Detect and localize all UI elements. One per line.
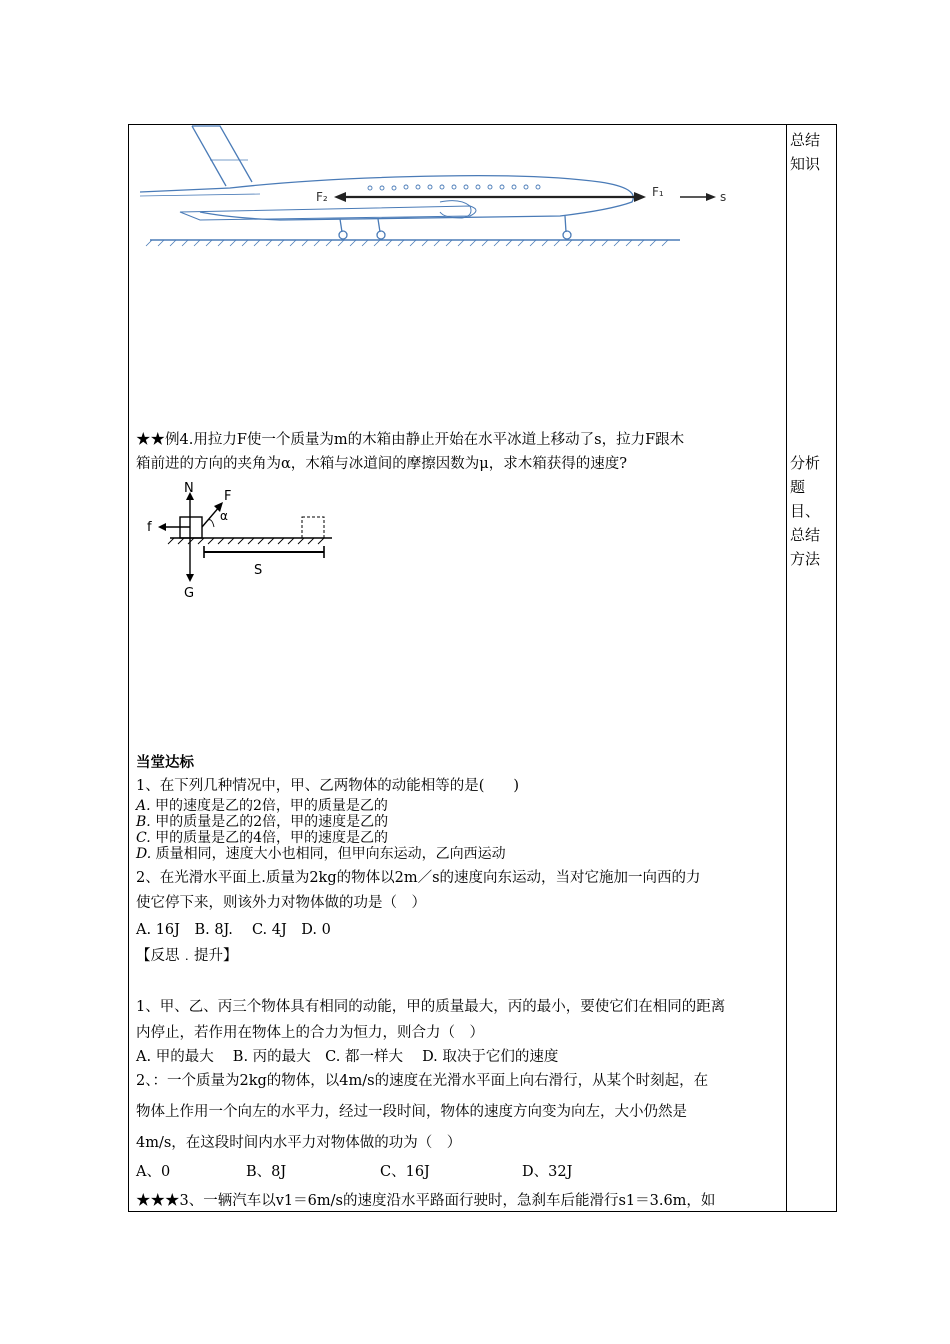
example4-line1: ★★例4.用拉力F使一个质量为m的木箱由静止开始在水平冰道上移动了s，拉力F跟木 bbox=[136, 432, 685, 448]
column-divider bbox=[786, 124, 787, 1212]
force-label-f2: F₂ bbox=[316, 190, 328, 204]
label-s: S bbox=[254, 563, 263, 578]
option-text: 甲的速度是乙的2倍，甲的质量是乙的 bbox=[150, 798, 388, 814]
side-note-summary bbox=[790, 128, 834, 176]
r1-line1: 1、甲、乙、丙三个物体具有相同的动能，甲的质量最大，丙的最小，要使它们在相同的距离 bbox=[136, 999, 726, 1015]
option-letter: A. bbox=[136, 798, 151, 814]
side-note-line: 目、 bbox=[790, 502, 821, 520]
displacement-label-s: s bbox=[720, 190, 727, 204]
q2-line2: 使它停下来，则该外力对物体做的功是（ ） bbox=[136, 895, 426, 911]
q1-stem: 1、在下列几种情况中，甲、乙两物体的动能相等的是( ) bbox=[136, 778, 520, 794]
r2-option-b: B、8J bbox=[246, 1164, 287, 1180]
r2-line2: 物体上作用一个向左的水平力，经过一段时间，物体的速度方向变为向左，大小仍然是 bbox=[136, 1104, 687, 1120]
r2-line3: 4m/s，在这段时间内水平力对物体做的功为（ ） bbox=[136, 1135, 462, 1151]
side-note-line: 知识 bbox=[790, 155, 821, 173]
option-letter: D. bbox=[136, 846, 152, 862]
r2-option-d: D、32J bbox=[522, 1164, 573, 1180]
side-note-line: 总结 bbox=[790, 526, 821, 544]
r3-line1: ★★★3、一辆汽车以v1＝6m/s的速度沿水平路面行驶时，急刹车后能滑行s1＝3.6m，如 bbox=[136, 1193, 716, 1209]
side-note-method bbox=[790, 451, 834, 571]
q2-options: A. 16J B. 8J. C. 4J D. 0 bbox=[136, 922, 331, 938]
q2-line1: 2、在光滑水平面上.质量为2kg的物体以2m／s的速度向东运动，当对它施加一向西的力 bbox=[136, 870, 701, 886]
side-note-line: 总结 bbox=[790, 131, 821, 149]
r2-option-a: A、0 bbox=[136, 1164, 171, 1180]
reflection-title: 【反思﹒提升】 bbox=[136, 948, 238, 964]
label-alpha: α bbox=[220, 509, 228, 523]
force-label-f1: F₁ bbox=[652, 185, 664, 199]
r1-options: A. 甲的最大 B. 丙的最大 C. 都一样大 D. 取决于它们的速度 bbox=[136, 1049, 559, 1065]
label-f-friction: f bbox=[147, 520, 152, 535]
r2-line1: 2、：一个质量为2kg的物体，以4m/s的速度在光滑水平面上向右滑行，从某个时刻起，在 bbox=[136, 1073, 709, 1089]
label-f-pull: F bbox=[224, 489, 232, 504]
label-g: G bbox=[184, 586, 195, 601]
q1-option bbox=[136, 843, 506, 863]
r1-line2: 内停止，若作用在物体上的合力为恒力，则合力（ ） bbox=[136, 1025, 484, 1041]
option-text: 质量相同，速度大小也相同，但甲向东运动，乙向西运动 bbox=[151, 846, 506, 862]
side-note-line: 题 bbox=[790, 478, 806, 496]
example4-line2: 箱前进的方向的夹角为α，木箱与冰道间的摩擦因数为μ，求木箱获得的速度? bbox=[136, 456, 627, 472]
option-text: 甲的质量是乙的2倍，甲的速度是乙的 bbox=[150, 814, 389, 830]
option-letter: B. bbox=[136, 814, 151, 830]
r2-option-c: C、16J bbox=[380, 1164, 430, 1180]
side-note-line: 分析 bbox=[790, 454, 821, 472]
option-text: 甲的质量是乙的4倍，甲的速度是乙的 bbox=[150, 830, 389, 846]
option-letter: C. bbox=[136, 830, 151, 846]
side-note-line: 方法 bbox=[790, 550, 821, 568]
label-n: N bbox=[184, 481, 194, 496]
section-title: 当堂达标 bbox=[136, 755, 194, 771]
